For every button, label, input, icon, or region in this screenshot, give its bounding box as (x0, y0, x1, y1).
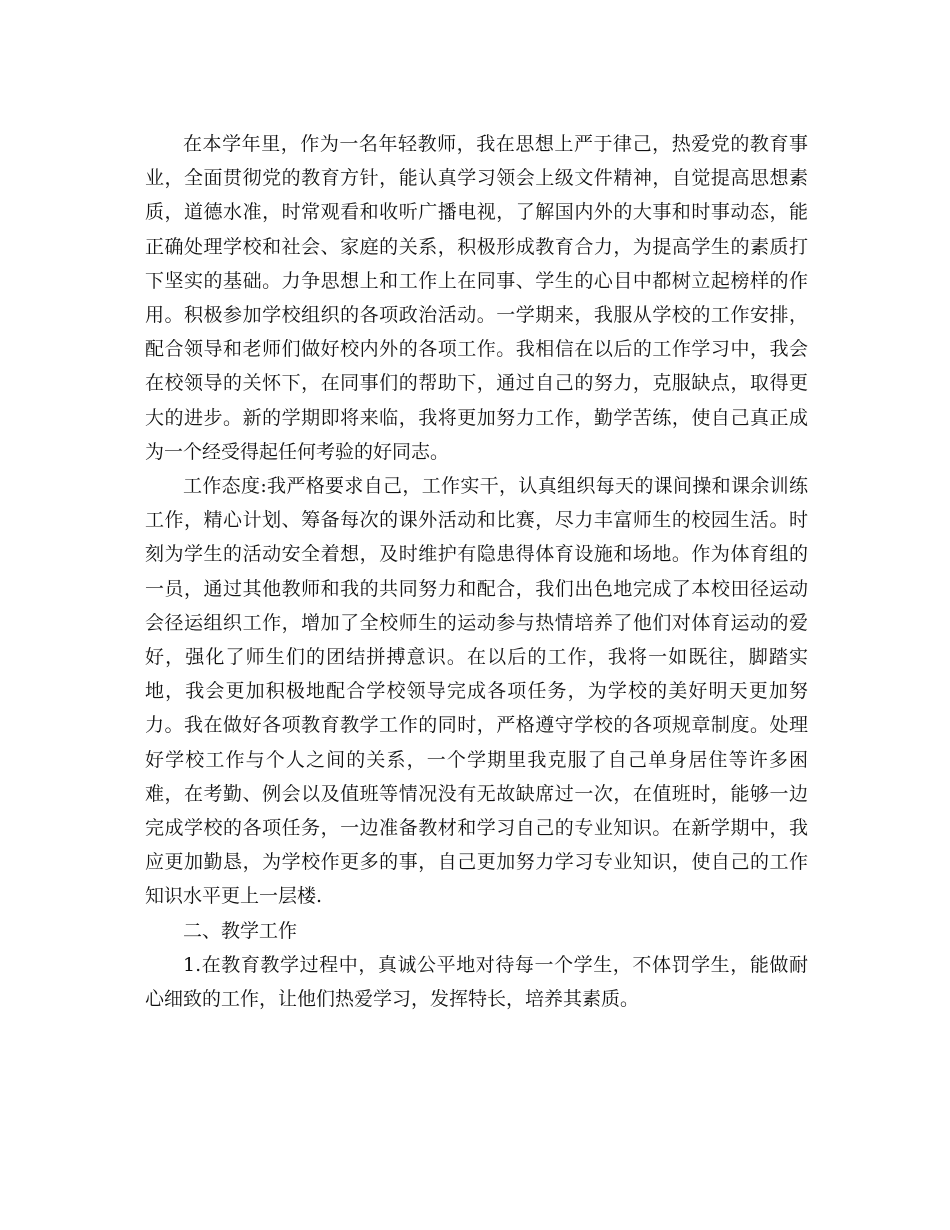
section-heading-teaching-work: 二、教学工作 (183, 919, 298, 942)
document-body (145, 127, 808, 1016)
paragraph-political-thought: 在本学年里，作为一名年轻教师，我在思想上严于律己，热爱党的教育事业，全面贯彻党的教育方针，能认真学习领会上级文件精神，自觉提高思想素质，道德水准，时常观看和收听广播电视，了解国内外的大事和时事动态，能正确处理学校和社会、家庭的关系，积极形成教育合力，为提高学生的素质打下坚实的基础。力争思想上和工作上在同事、学生的心目中都树立起榜样的作用。积极参加学校组织的各项政治活动。一学期来，我服从学校的工作安排，配合领导和老师们做好校内外的各项工作。我相信在以后的工作学习中，我会在校领导的关怀下，在同事们的帮助下，通过自己的努力，克服缺点，取得更大的进步。新的学期即将来临，我将更加努力工作，勤学苦练，使自己真正成为一个经受得起任何考验的好同志。 (145, 133, 808, 463)
paragraph-work-attitude: 工作态度:我严格要求自己，工作实干，认真组织每天的课间操和课余训练工作，精心计划、筹备每次的课外活动和比赛，尽力丰富师生的校园生活。时刻为学生的活动安全着想，及时维护有隐患得体育设施和场地。作为体育组的一员，通过其他教师和我的共同努力和配合，我们出色地完成了本校田径运动会径运组织工作，增加了全校师生的运动参与热情培养了他们对体育运动的爱好，强化了师生们的团结拼搏意识。在以后的工作，我将一如既往，脚踏实地，我会更加积极地配合学校领导完成各项任务，为学校的美好明天更加努力。我在做好各项教育教学工作的同时，严格遵守学校的各项规章制度。处理好学校工作与个人之间的关系，一个学期里我克服了自己单身居住等许多困难，在考勤、例会以及值班等情况没有无故缺席过一次，在值班时，能够一边完成学校的各项任务，一边准备教材和学习自己的专业知识。在新学期中，我应更加勤恳，为学校作更多的事，自己更加努力学习专业知识，使自己的工作知识水平更上一层楼. (145, 475, 808, 908)
paragraph-teaching-item-1: 1.在教育教学过程中，真诚公平地对待每一个学生，不体罚学生，能做耐心细致的工作，让他们热爱学习，发挥特长，培养其素质。 (145, 953, 808, 1011)
